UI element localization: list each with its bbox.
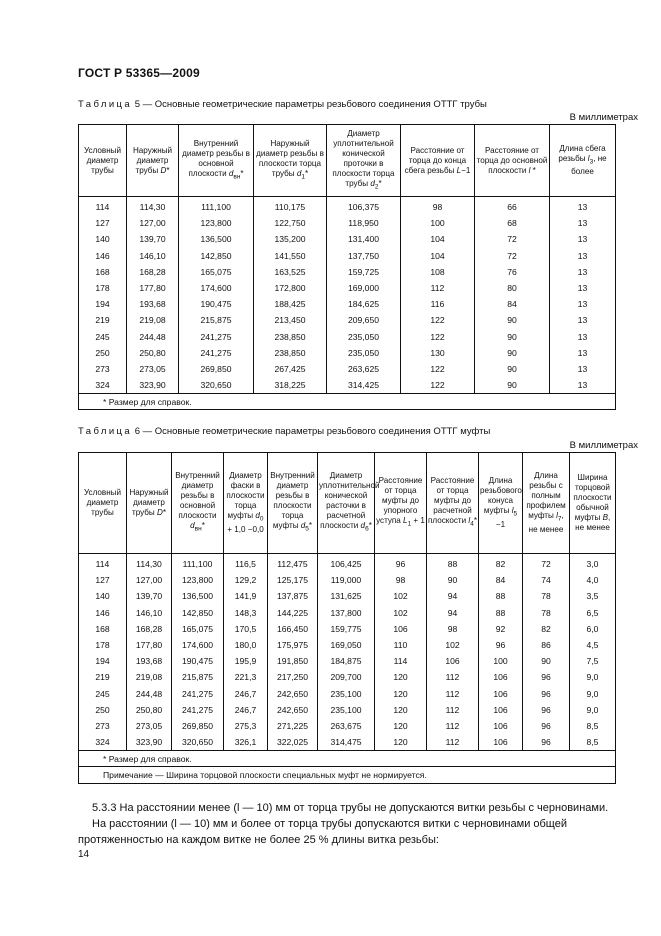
t5-cell: 159,725: [327, 264, 401, 280]
t6-cell: 90: [427, 572, 479, 588]
t6-cell: 137,800: [318, 605, 375, 621]
t6-cell: 221,3: [224, 669, 268, 685]
t5-cell: 184,625: [327, 296, 401, 312]
t5-cell: 209,650: [327, 312, 401, 328]
t6-row: [79, 686, 616, 702]
t5-cell: 165,075: [179, 264, 254, 280]
t5-cell: 13: [550, 296, 616, 312]
t5-cell: 142,850: [179, 248, 254, 264]
t6-cell: 273: [79, 718, 127, 734]
t6-cell: 94: [427, 588, 479, 604]
t6-cell: 96: [523, 669, 570, 685]
t5-cell: 135,200: [254, 231, 327, 247]
t6-row: [79, 653, 616, 669]
t6-cell: 165,075: [172, 621, 224, 637]
t6-cell: 98: [375, 572, 427, 588]
t6-cell: 269,850: [172, 718, 224, 734]
t6-header-nominal-diameter: Условный диаметр трубы: [79, 453, 127, 554]
t5-cell: 163,525: [254, 264, 327, 280]
t5-cell: 111,100: [179, 197, 254, 216]
t5-cell: 13: [550, 361, 616, 377]
t6-header-chamfer-diameter: Диаметр фаски в плоскости торца муфты $d_0 + 1,0 -0,0$: [224, 453, 268, 554]
t5-cell: 114: [79, 197, 127, 216]
t5-row: [79, 329, 616, 345]
t6-header-calc-plane-distance: Расстояние от торца муфты до расчетной плоскости $l_4*$: [427, 453, 479, 554]
t5-row: [79, 215, 616, 231]
t5-cell: 323,90: [127, 377, 179, 394]
t6-footnote: * Размер для справок.: [79, 751, 616, 767]
t6-cell: 144,225: [268, 605, 318, 621]
t5-cell: 140: [79, 231, 127, 247]
t6-cell: 9,0: [570, 702, 616, 718]
t5-cell: 108: [401, 264, 475, 280]
t5-cell: 193,68: [127, 296, 179, 312]
t6-row: [79, 637, 616, 653]
t6-cell: 235,100: [318, 702, 375, 718]
t6-cell: 320,650: [172, 734, 224, 751]
t5-header-base-plane-distance: Расстояние от торца до основной плоскости l *: [475, 125, 550, 197]
t6-cell: 250: [79, 702, 127, 718]
t6-cell: 94: [427, 605, 479, 621]
t6-cell: 106: [479, 734, 523, 751]
t6-header-face-width: Ширина торцовой плоскости обычной муфты B, не менее: [570, 453, 616, 554]
t6-cell: 242,650: [268, 686, 318, 702]
t6-header-outer-diameter: Наружный диаметр трубы D*: [127, 453, 172, 554]
t6-cell: 78: [523, 588, 570, 604]
t5-cell: 318,225: [254, 377, 327, 394]
t6-cell: 6,5: [570, 605, 616, 621]
t5-row: [79, 280, 616, 296]
t5-cell: 13: [550, 215, 616, 231]
t5-cell: 104: [401, 248, 475, 264]
t6-cell: 9,0: [570, 686, 616, 702]
t6-cell: 102: [427, 637, 479, 653]
t5-row: [79, 248, 616, 264]
t5-cell: 250: [79, 345, 127, 361]
t6-cell: 112: [427, 734, 479, 751]
t5-cell: 244,48: [127, 329, 179, 345]
t6-cell: 106,425: [318, 554, 375, 573]
t5-cell: 122: [401, 377, 475, 394]
t6-cell: 112,475: [268, 554, 318, 573]
t5-row: [79, 345, 616, 361]
t6-cell: 112: [427, 702, 479, 718]
t6-cell: 106: [427, 653, 479, 669]
t6-cell: 96: [523, 718, 570, 734]
t6-cell: 96: [523, 702, 570, 718]
t6-cell: 127: [79, 572, 127, 588]
t6-cell: 326,1: [224, 734, 268, 751]
t6-cell: 275,3: [224, 718, 268, 734]
t6-cell: 106: [375, 621, 427, 637]
t6-cell: 102: [375, 605, 427, 621]
t6-cell: 111,100: [172, 554, 224, 573]
t5-cell: 13: [550, 264, 616, 280]
table5-caption-text: 5 — Основные геометрические параметры резьбового соединения ОТТГ трубы: [134, 99, 487, 110]
t6-cell: 88: [427, 554, 479, 573]
t5-cell: 238,850: [254, 345, 327, 361]
t5-header-seal-groove-diameter: Диаметр уплотнительной конической проточки в плоскости торца трубы $d_2*$: [327, 125, 401, 197]
t6-cell: 178: [79, 637, 127, 653]
t5-cell: 80: [475, 280, 550, 296]
t6-cell: 106: [479, 669, 523, 685]
t6-cell: 112: [427, 718, 479, 734]
t6-cell: 84: [479, 572, 523, 588]
t5-cell: 13: [550, 312, 616, 328]
t5-cell: 324: [79, 377, 127, 394]
t5-cell: 114,30: [127, 197, 179, 216]
t6-cell: 244,48: [127, 686, 172, 702]
t6-row: [79, 572, 616, 588]
t5-cell: 141,550: [254, 248, 327, 264]
t5-cell: 13: [550, 345, 616, 361]
t6-cell: 169,050: [318, 637, 375, 653]
t6-cell: 92: [479, 621, 523, 637]
t5-cell: 13: [550, 231, 616, 247]
t5-cell: 263,625: [327, 361, 401, 377]
t6-cell: 96: [523, 686, 570, 702]
t5-footnote: * Размер для справок.: [79, 394, 616, 410]
t6-cell: 184,875: [318, 653, 375, 669]
t6-cell: 146,10: [127, 605, 172, 621]
t5-cell: 245: [79, 329, 127, 345]
t6-cell: 4,5: [570, 637, 616, 653]
t5-cell: 90: [475, 329, 550, 345]
t6-cell: 209,700: [318, 669, 375, 685]
t6-cell: 168: [79, 621, 127, 637]
t5-row: [79, 264, 616, 280]
paragraph-continuation: На расстоянии (l — 10) мм и более от торца трубы допускаются витки с черновинами общей протяженностью на каждом витке не более 25 % длины витка резьбы:: [78, 818, 567, 846]
t5-cell: 90: [475, 377, 550, 394]
table5-caption: [78, 99, 487, 110]
t5-cell: 235,050: [327, 345, 401, 361]
document-title: ГОСТ Р 53365—2009: [78, 66, 200, 80]
t6-cell: 177,80: [127, 637, 172, 653]
t5-header-runout-length: Длина сбега резьбы $l_3$, не более: [550, 125, 616, 197]
t6-cell: 110: [375, 637, 427, 653]
t6-cell: 219: [79, 669, 127, 685]
t5-header-runout-distance: Расстояние от торца до конца сбега резьбы L−1: [401, 125, 475, 197]
t5-cell: 76: [475, 264, 550, 280]
t6-cell: 88: [479, 588, 523, 604]
t6-cell: 127,00: [127, 572, 172, 588]
t6-cell: 120: [375, 718, 427, 734]
t5-cell: 116: [401, 296, 475, 312]
t6-row: [79, 621, 616, 637]
t6-cell: 250,80: [127, 702, 172, 718]
t5-cell: 84: [475, 296, 550, 312]
t6-cell: 166,450: [268, 621, 318, 637]
t5-cell: 72: [475, 231, 550, 247]
t6-cell: 235,100: [318, 686, 375, 702]
t6-cell: 159,775: [318, 621, 375, 637]
table5: [78, 124, 616, 410]
t6-cell: 3,0: [570, 554, 616, 573]
t6-cell: 246,7: [224, 686, 268, 702]
table6-caption: [78, 426, 490, 437]
t6-row: [79, 554, 616, 573]
t6-cell: 3,5: [570, 588, 616, 604]
t6-cell: 4,0: [570, 572, 616, 588]
t6-cell: 120: [375, 669, 427, 685]
t5-cell: 174,600: [179, 280, 254, 296]
t6-cell: 112: [427, 686, 479, 702]
t5-cell: 90: [475, 361, 550, 377]
t6-cell: 136,500: [172, 588, 224, 604]
t5-row: [79, 296, 616, 312]
t6-cell: 72: [523, 554, 570, 573]
t6-cell: 125,175: [268, 572, 318, 588]
t5-cell: 118,950: [327, 215, 401, 231]
t5-row: [79, 197, 616, 216]
t6-cell: 241,275: [172, 702, 224, 718]
t6-note-label: Примечание: [103, 770, 153, 781]
t5-cell: 98: [401, 197, 475, 216]
t5-cell: 273,05: [127, 361, 179, 377]
t6-cell: 88: [479, 605, 523, 621]
t6-cell: 100: [479, 653, 523, 669]
t6-cell: 114: [375, 653, 427, 669]
t5-cell: 194: [79, 296, 127, 312]
t5-cell: 68: [475, 215, 550, 231]
t6-cell: 263,675: [318, 718, 375, 734]
t6-cell: 116,5: [224, 554, 268, 573]
t5-cell: 188,425: [254, 296, 327, 312]
t6-cell: 123,800: [172, 572, 224, 588]
t5-cell: 13: [550, 377, 616, 394]
t6-cell: 137,875: [268, 588, 318, 604]
t6-cell: 146: [79, 605, 127, 621]
t6-cell: 106: [479, 718, 523, 734]
t6-cell: 8,5: [570, 718, 616, 734]
t5-cell: 219: [79, 312, 127, 328]
t6-cell: 139,70: [127, 588, 172, 604]
t6-header-shoulder-distance: Расстояние от торца муфты до упорного уступа $L_1 + 1$: [375, 453, 427, 554]
t6-cell: 114,30: [127, 554, 172, 573]
t5-cell: 13: [550, 248, 616, 264]
t5-cell: 131,400: [327, 231, 401, 247]
t6-header-inner-thread-end-diameter: Внутренний диаметр резьбы в плоскости торца муфты $d_5*$: [268, 453, 318, 554]
t5-cell: 168: [79, 264, 127, 280]
t5-row: [79, 377, 616, 394]
t6-cell: 7,5: [570, 653, 616, 669]
t6-cell: 217,250: [268, 669, 318, 685]
t6-header-full-profile-length: Длина резьбы с полным профилем муфты $l_7$, не менее: [523, 453, 570, 554]
t6-cell: 120: [375, 702, 427, 718]
t5-cell: 13: [550, 197, 616, 216]
t6-cell: 140: [79, 588, 127, 604]
t6-header-inner-thread-diameter: Внутренний диаметр резьбы в основной плоскости $d_{вн}*$: [172, 453, 224, 554]
t6-cell: 190,475: [172, 653, 224, 669]
t5-cell: 139,70: [127, 231, 179, 247]
t6-cell: 271,225: [268, 718, 318, 734]
t5-cell: 169,000: [327, 280, 401, 296]
t5-cell: 269,850: [179, 361, 254, 377]
t5-cell: 127: [79, 215, 127, 231]
t6-row: [79, 588, 616, 604]
table5-units: В миллиметрах: [569, 112, 638, 123]
t6-cell: 120: [375, 686, 427, 702]
t5-cell: 241,275: [179, 329, 254, 345]
t6-cell: 241,275: [172, 686, 224, 702]
t5-cell: 250,80: [127, 345, 179, 361]
table6-caption-text: 6 — Основные геометрические параметры резьбового соединения ОТТГ муфты: [134, 426, 491, 437]
t5-cell: 177,80: [127, 280, 179, 296]
t6-row: [79, 718, 616, 734]
t5-cell: 146,10: [127, 248, 179, 264]
t5-cell: 178: [79, 280, 127, 296]
table6-units: В миллиметрах: [569, 440, 638, 451]
t6-cell: 86: [523, 637, 570, 653]
t5-cell: 90: [475, 345, 550, 361]
t6-cell: 215,875: [172, 669, 224, 685]
t6-row: [79, 669, 616, 685]
t6-cell: 98: [427, 621, 479, 637]
t5-cell: 122,750: [254, 215, 327, 231]
t5-cell: 172,800: [254, 280, 327, 296]
t6-cell: 168,28: [127, 621, 172, 637]
t5-cell: 72: [475, 248, 550, 264]
t6-cell: 195,9: [224, 653, 268, 669]
t6-cell: 78: [523, 605, 570, 621]
t6-cell: 106: [479, 702, 523, 718]
t5-cell: 127,00: [127, 215, 179, 231]
t6-row: [79, 702, 616, 718]
t6-cell: 96: [479, 637, 523, 653]
t5-cell: 314,425: [327, 377, 401, 394]
t6-cell: 82: [523, 621, 570, 637]
t5-cell: 90: [475, 312, 550, 328]
t6-cell: 96: [375, 554, 427, 573]
t6-cell: 106: [479, 686, 523, 702]
t5-cell: 238,850: [254, 329, 327, 345]
t5-cell: 273: [79, 361, 127, 377]
t5-cell: 122: [401, 329, 475, 345]
t6-header-seal-bore-diameter: Диаметр уплотнительной конической расточки в расчетной плоскости $d_6*$: [318, 453, 375, 554]
t6-cell: 9,0: [570, 669, 616, 685]
t6-cell: 174,600: [172, 637, 224, 653]
t5-cell: 13: [550, 329, 616, 345]
t5-cell: 320,650: [179, 377, 254, 394]
t6-cell: 246,7: [224, 702, 268, 718]
t5-header-outer-thread-diameter: Наружный диаметр резьбы в плоскости торца трубы $d_1*$: [254, 125, 327, 197]
t6-cell: 219,08: [127, 669, 172, 685]
t6-cell: 131,625: [318, 588, 375, 604]
table5-caption-label: Таблица: [78, 99, 133, 110]
paragraph-5-3-3: 5.3.3 На расстоянии менее (l — 10) мм от торца трубы не допускаются витки резьбы с черновинами.: [92, 802, 609, 814]
t6-cell: 191,850: [268, 653, 318, 669]
t5-cell: 130: [401, 345, 475, 361]
t5-cell: 190,475: [179, 296, 254, 312]
t6-cell: 114: [79, 554, 127, 573]
t5-cell: 110,175: [254, 197, 327, 216]
t5-cell: 66: [475, 197, 550, 216]
t6-cell: 175,975: [268, 637, 318, 653]
t6-cell: 242,650: [268, 702, 318, 718]
t5-cell: 213,450: [254, 312, 327, 328]
t5-cell: 215,875: [179, 312, 254, 328]
t5-row: [79, 361, 616, 377]
t6-cell: 324: [79, 734, 127, 751]
t6-cell: 112: [427, 669, 479, 685]
t5-cell: 13: [550, 280, 616, 296]
t5-cell: 100: [401, 215, 475, 231]
t6-cell: 129,2: [224, 572, 268, 588]
t6-note: [79, 767, 616, 784]
t6-cell: 314,475: [318, 734, 375, 751]
t6-cell: 245: [79, 686, 127, 702]
t5-cell: 137,750: [327, 248, 401, 264]
t5-cell: 104: [401, 231, 475, 247]
table6: [78, 452, 616, 784]
t6-cell: 74: [523, 572, 570, 588]
t5-cell: 267,425: [254, 361, 327, 377]
t6-cell: 119,000: [318, 572, 375, 588]
t5-cell: 106,375: [327, 197, 401, 216]
t5-header-outer-diameter: Наружный диаметр трубы D*: [127, 125, 179, 197]
t5-header-nominal-diameter: Условный диаметр трубы: [79, 125, 127, 197]
table6-caption-label: Таблица: [78, 426, 133, 437]
t5-cell: 112: [401, 280, 475, 296]
t5-cell: 241,275: [179, 345, 254, 361]
t6-cell: 194: [79, 653, 127, 669]
t6-cell: 193,68: [127, 653, 172, 669]
t5-cell: 122: [401, 312, 475, 328]
t6-cell: 322,025: [268, 734, 318, 751]
t5-cell: 168,28: [127, 264, 179, 280]
t6-cell: 90: [523, 653, 570, 669]
t6-row: [79, 734, 616, 751]
t5-cell: 235,050: [327, 329, 401, 345]
t6-cell: 141,9: [224, 588, 268, 604]
t5-cell: 123,800: [179, 215, 254, 231]
t6-cell: 96: [523, 734, 570, 751]
t6-cell: 120: [375, 734, 427, 751]
t6-cell: 148,3: [224, 605, 268, 621]
t5-row: [79, 231, 616, 247]
t6-cell: 82: [479, 554, 523, 573]
t6-row: [79, 605, 616, 621]
t5-cell: 122: [401, 361, 475, 377]
t6-cell: 170,5: [224, 621, 268, 637]
t6-cell: 142,850: [172, 605, 224, 621]
t6-note-text: — Ширина торцовой плоскости специальных муфт не нормируется.: [155, 770, 427, 781]
t5-row: [79, 312, 616, 328]
t6-cell: 323,90: [127, 734, 172, 751]
t6-cell: 102: [375, 588, 427, 604]
t6-cell: 8,5: [570, 734, 616, 751]
t5-cell: 219,08: [127, 312, 179, 328]
t5-cell: 136,500: [179, 231, 254, 247]
t5-header-inner-thread-diameter: Внутренний диаметр резьбы в основной плоскости $d_{вн}*$: [179, 125, 254, 197]
t5-cell: 146: [79, 248, 127, 264]
t6-cell: 6,0: [570, 621, 616, 637]
t6-cell: 180,0: [224, 637, 268, 653]
t6-header-cone-length: Длина резьбового конуса муфты $l_5 -1$: [479, 453, 523, 554]
page-number: 14: [78, 849, 90, 860]
t6-cell: 273,05: [127, 718, 172, 734]
